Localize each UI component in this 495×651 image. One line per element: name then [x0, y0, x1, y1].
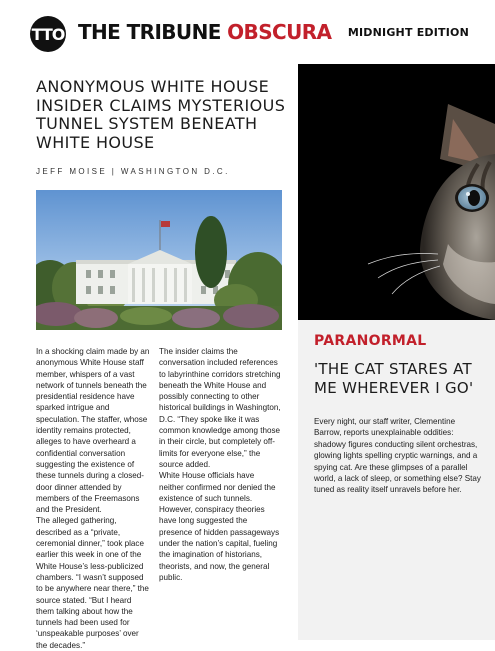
sidebar-headline: 'THE CAT STARES AT ME WHEREVER I GO'	[314, 360, 474, 397]
article-column-1	[36, 346, 150, 651]
cat-photo	[298, 64, 495, 320]
article-headline: ANONYMOUS WHITE HOUSE INSIDER CLAIMS MYSTERIOUS TUNNEL SYSTEM BENEATH WHITE HOUSE	[36, 77, 286, 152]
sidebar-body: Every night, our staff writer, Clementine Barrow, reports unexplainable oddities: shadowy figures conducting silent orchestras, glowing lights spelling cryptic warnings, and a spying cat. Are these glimpses of a parallel world, a lack of sleep, or something else? Stay tuned as reality itself unravels before her.	[314, 417, 481, 495]
article-paragraph: White House officials have neither confirmed nor denied the existence of such tunnels. However, conspiracy theories have long suggested the presence of hidden passageways under the nation’s capital, fueling the imagination of historians, theorists, and now, the general public.	[159, 471, 280, 582]
logo-text: TTO	[31, 24, 65, 44]
masthead	[0, 0, 495, 64]
newspaper-name	[78, 20, 331, 44]
white-house-photo	[36, 190, 282, 330]
newspaper-name-part1: THE TRIBUNE	[78, 20, 221, 44]
edition-label: MIDNIGHT EDITION	[347, 26, 469, 39]
section-label: PARANORMAL	[314, 333, 427, 349]
article-paragraph: In a shocking claim made by an anonymous White House staff member, whispers of a vast network of tunnels beneath the presidential residence have sparked intrigue and speculation. The staffer, whose identity remains protected, alleges to have overheard a confidential conversation suggesting the existence of these tunnels during a closed-door dinner attended by members of the Freemasons and the President.	[36, 347, 150, 515]
article-paragraph: The alleged gathering, described as a “private, ceremonial dinner,” took place earlier this week in one of the White House’s less-publicized chambers. “I wasn’t supposed to be anywhere near there,” the source stated. “But I heard them talking about how the tunnels had been used for ‘unspeakable purposes’ over the decades.”	[36, 516, 149, 650]
newspaper-name-part2: OBSCURA	[227, 20, 332, 44]
newspaper-logo	[30, 16, 66, 52]
article-paragraph: The insider claims the conversation included references to labyrinthine corridors stretching beneath the White House and possibly connecting to other historical buildings in Washington, D.C. “They spoke like it was common knowledge among those in their circle, but completely off-limits for everyone else,” the source added.	[159, 347, 281, 469]
article-column-2	[159, 346, 281, 583]
article-byline: JEFF MOISE | WASHINGTON D.C.	[36, 167, 230, 176]
